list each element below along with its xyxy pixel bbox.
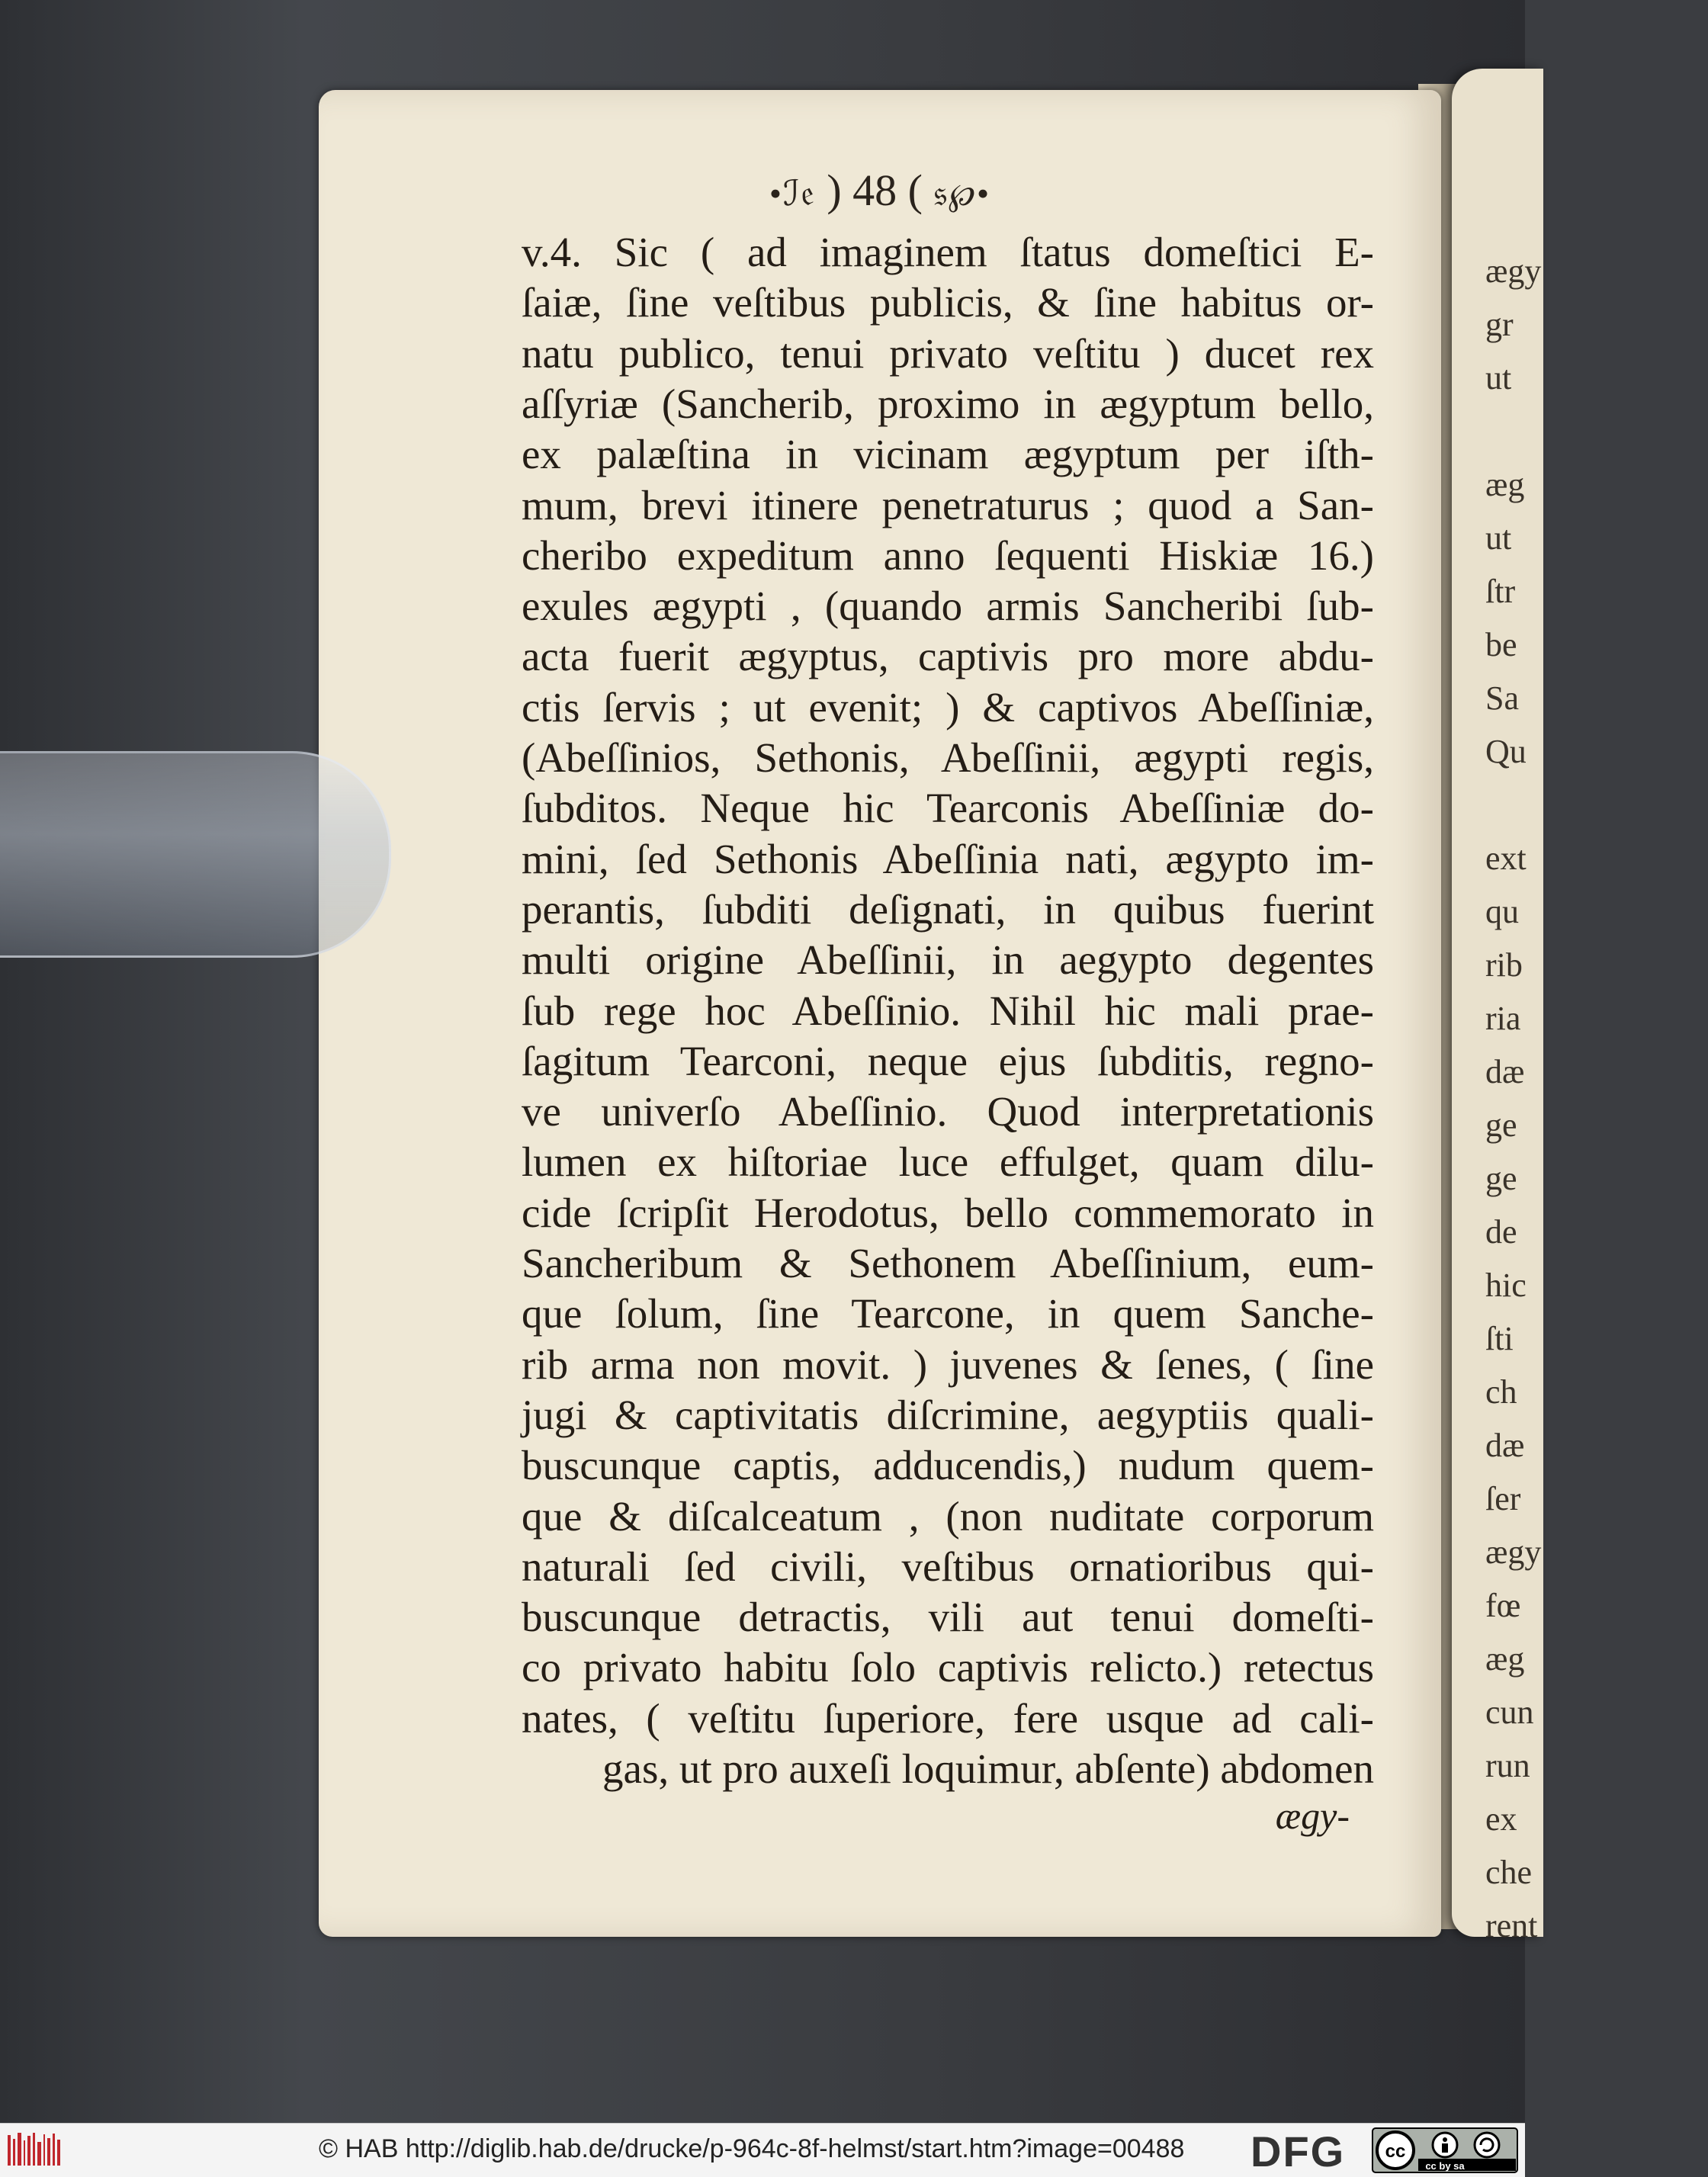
text-line: ex palæſtina in vicinam ægyptum per iſth-: [522, 431, 1374, 478]
text-line: ſub rege hoc Abeſſinio. Nihil hic mali prae-: [522, 987, 1374, 1034]
hab-barcode-icon: [8, 2131, 61, 2169]
text-line: co privato habitu ſolo captivis relicto.) retectus: [522, 1644, 1374, 1691]
copyright-link[interactable]: © HAB http://diglib.hab.de/drucke/p-964c-8f-helmst/start.htm?image=00488: [319, 2134, 1185, 2163]
adjacent-page-fragment: de: [1485, 1213, 1517, 1251]
adjacent-page-fragment: ext: [1485, 840, 1527, 877]
text-line: natu publico, tenui privato veſtitu ) ducet rex: [522, 329, 1374, 377]
adjacent-page-fragment: æg: [1485, 1640, 1525, 1678]
text-line: (Abeſſinios, Sethonis, Abeſſinii, ægypti regis,: [522, 734, 1374, 781]
page-header: [319, 165, 1441, 216]
text-line: buscunque detractis, vili aut tenui domeſti-: [522, 1594, 1374, 1641]
adjacent-page-fragment: ſtr: [1485, 573, 1516, 610]
adjacent-page-fragment: ge: [1485, 1106, 1517, 1144]
adjacent-page-fragment: hic: [1485, 1267, 1527, 1304]
adjacent-page-fragment: gr: [1485, 306, 1514, 343]
text-line: mum, brevi itinere penetraturus ; quod a San-: [522, 481, 1374, 528]
text-line: nates, ( veſtitu ſuperiore, fere usque ad cali-: [522, 1694, 1374, 1742]
catchword: ægy-: [1275, 1794, 1350, 1837]
book-page: [319, 90, 1441, 1937]
adjacent-page-edge: [1452, 69, 1543, 1944]
adjacent-page-fragment: ſti: [1485, 1320, 1514, 1357]
text-line: perantis, ſubditi deſignati, in quibus fuerint: [522, 885, 1374, 933]
bookmark-strip: [0, 751, 391, 958]
adjacent-page-fragment: ut: [1485, 519, 1512, 557]
text-line: ctis ſervis ; ut evenit; ) & captivos Abeſſiniæ,: [522, 683, 1374, 730]
text-line: jugi & captivitatis diſcrimine, aegyptiis quali-: [522, 1391, 1374, 1438]
adjacent-page-fragment: ex: [1485, 1800, 1517, 1838]
text-line: que & diſcalceatum , (non nuditate corporum: [522, 1492, 1374, 1540]
adjacent-page-fragment: ſer: [1485, 1480, 1521, 1517]
text-line: naturali ſed civili, veſtibus ornatioribus qui-: [522, 1543, 1374, 1590]
text-line: mini, ſed Sethonis Abeſſinia nati, ægypto im-: [522, 835, 1374, 882]
text-line: acta fuerit ægyptus, captivis pro more abdu-: [522, 633, 1374, 680]
license-text: cc by sa: [1425, 2160, 1465, 2172]
adjacent-page-fragment: cun: [1485, 1694, 1534, 1731]
adjacent-page-fragment: be: [1485, 626, 1517, 663]
text-line: Sancheribum & Sethonem Abeſſinium, eum-: [522, 1240, 1374, 1286]
text-line: ve univerſo Abeſſinio. Quod interpretationis: [522, 1088, 1374, 1135]
text-line: exules ægypti , (quando armis Sancheribi ſub-: [522, 583, 1374, 630]
text-line: v.4. Sic ( ad imaginem ſtatus domeſtici E-: [522, 229, 1374, 275]
adjacent-page-fragment: run: [1485, 1747, 1530, 1784]
page-number: ) 48 (: [827, 165, 923, 215]
adjacent-page-fragment: rib: [1485, 946, 1523, 984]
adjacent-page-fragment: æg: [1485, 466, 1525, 503]
footer-bar: [0, 2123, 1525, 2177]
adjacent-page-fragment: ægy: [1485, 252, 1542, 290]
adjacent-page-fragment: rent: [1485, 1907, 1538, 1944]
text-line: ſubditos. Neque hic Tearconis Abeſſiniæ do-: [522, 785, 1374, 832]
adjacent-page-fragment: ægy: [1485, 1533, 1542, 1571]
header-ornament-left: •ℐ𝔢: [769, 174, 816, 213]
text-line: gas, ut pro auxeſi loquimur, abſente) abdomen: [602, 1745, 1374, 1792]
text-line: cide ſcripſit Herodotus, bello commemorato in: [522, 1189, 1374, 1236]
dfg-logo: DFG: [1250, 2127, 1346, 2175]
adjacent-page-fragment: ut: [1485, 359, 1512, 397]
header-ornament-right: 𝔰℘•: [933, 174, 991, 213]
text-line: lumen ex hiſtoriae luce effulget, quam dilu-: [522, 1138, 1374, 1186]
creative-commons-icon[interactable]: [1372, 2128, 1517, 2172]
svg-text:cc: cc: [1385, 2141, 1406, 2162]
text-line: aſſyriæ (Sancherib, proximo in ægyptum bello,: [522, 380, 1374, 427]
adjacent-page-fragment: Sa: [1485, 679, 1519, 717]
text-line: que ſolum, ſine Tearcone, in quem Sanche-: [522, 1290, 1374, 1337]
text-line: rib arma non movit. ) juvenes & ſenes, ( ſine: [522, 1341, 1374, 1388]
adjacent-page-fragment: ria: [1485, 1000, 1521, 1037]
adjacent-page-fragment: ge: [1485, 1160, 1517, 1197]
adjacent-page-fragment: fœ: [1485, 1587, 1521, 1624]
text-line: buscunque captis, adducendis,) nudum quem-: [522, 1442, 1374, 1489]
adjacent-page-fragment: dæ: [1485, 1053, 1525, 1090]
text-line: multi origine Abeſſinii, in aegypto degentes: [522, 936, 1374, 984]
text-line: ſaiæ, ſine veſtibus publicis, & ſine habitus or-: [522, 279, 1374, 326]
adjacent-page-fragment: dæ: [1485, 1427, 1525, 1464]
adjacent-page-fragment: che: [1485, 1854, 1533, 1891]
adjacent-page-fragment: Qu: [1485, 733, 1527, 770]
adjacent-page-fragment: ch: [1485, 1373, 1517, 1411]
text-line: cheribo expeditum anno ſequenti Hiskiæ 16.): [522, 531, 1374, 579]
text-line: ſagitum Tearconi, neque ejus ſubditis, regno-: [522, 1037, 1374, 1084]
adjacent-page-fragment: qu: [1485, 893, 1519, 930]
